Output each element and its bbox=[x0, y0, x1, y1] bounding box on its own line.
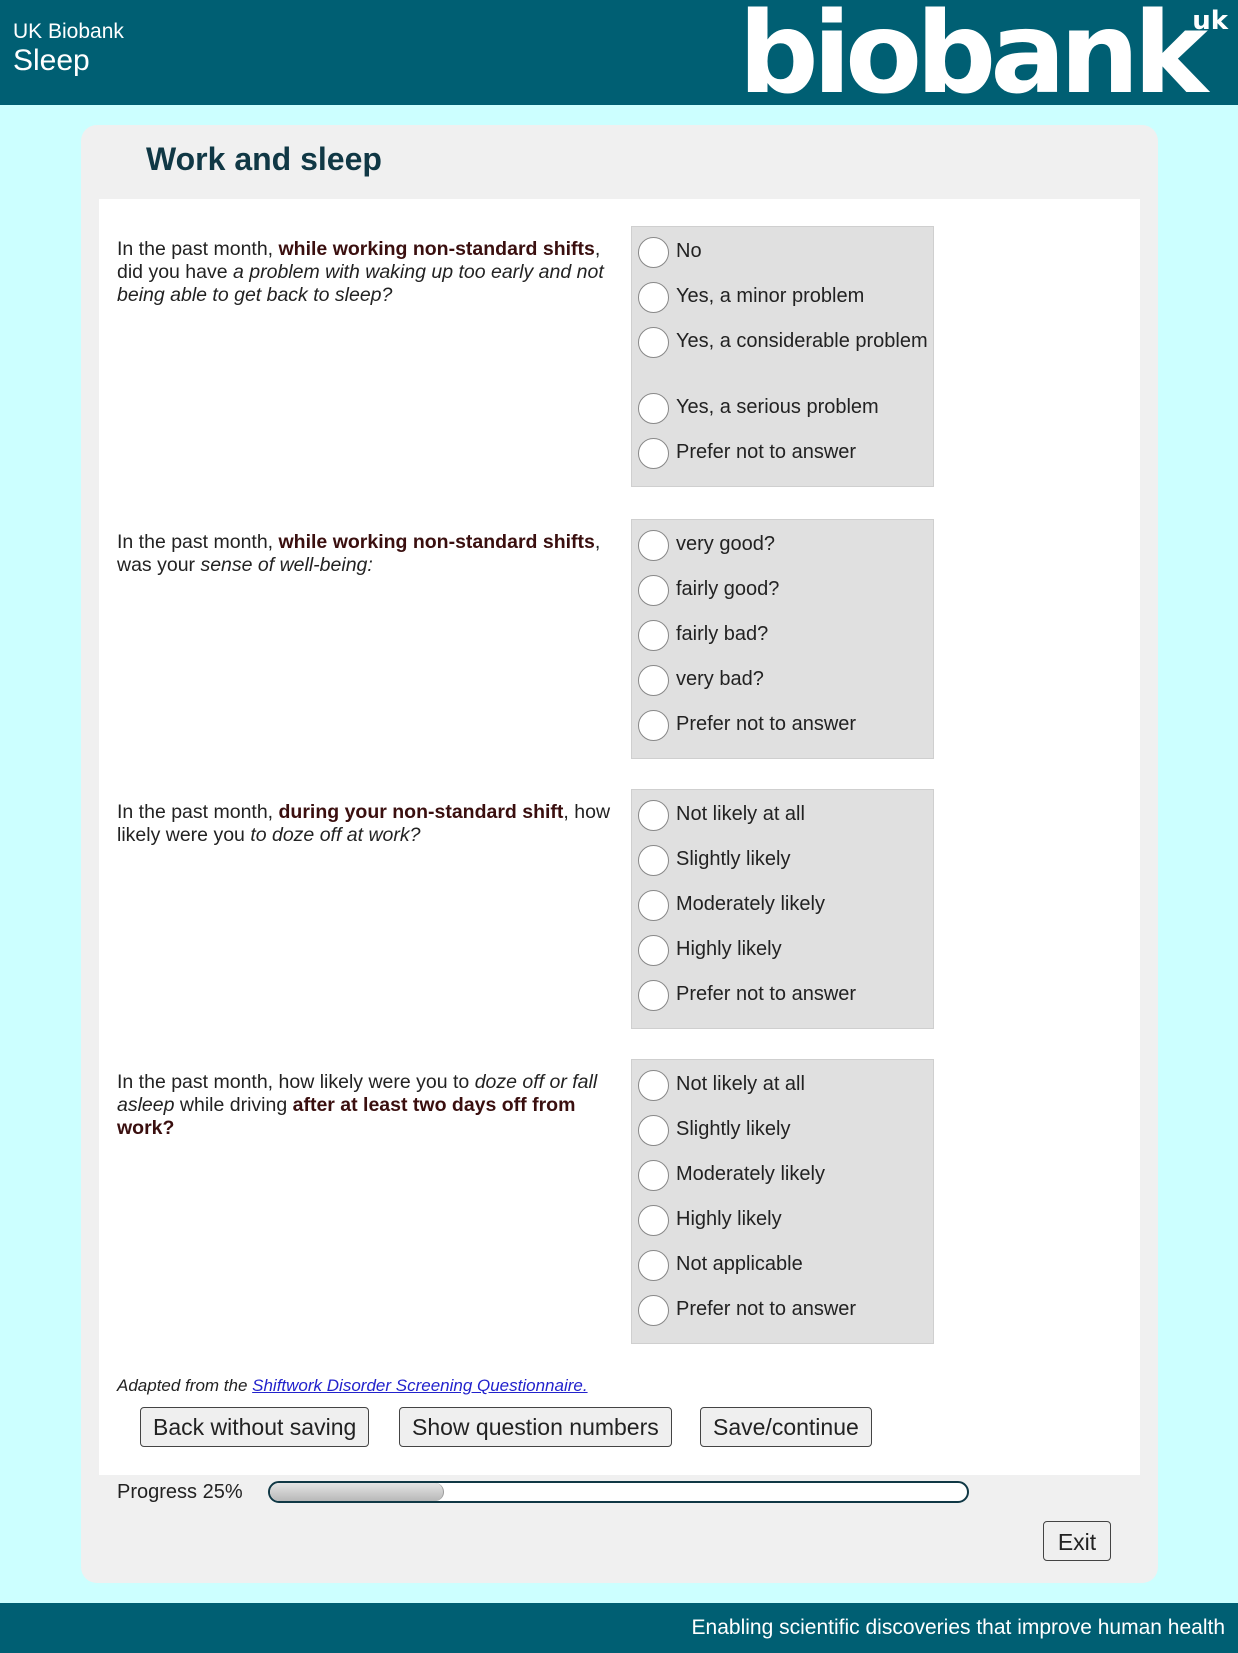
question-text-part: a problem with waking up too early and not being able to get back to sleep? bbox=[117, 261, 604, 306]
biobank-logo: biobank bbox=[738, 0, 1202, 119]
radio-button-icon[interactable] bbox=[638, 1160, 669, 1191]
answer-option[interactable] bbox=[632, 578, 933, 601]
progress-label: Progress 25% bbox=[117, 1481, 243, 1503]
question-text-part: , did you have bbox=[117, 238, 601, 283]
footer-banner bbox=[0, 1603, 1238, 1653]
answer-option-label: Yes, a considerable problem bbox=[676, 330, 928, 352]
answer-option[interactable] bbox=[632, 983, 933, 1006]
back-without-saving-button[interactable]: Back without saving bbox=[140, 1407, 369, 1447]
answer-options bbox=[631, 789, 934, 1029]
question-text-part: In the past month, how likely were you to bbox=[117, 1071, 475, 1093]
footnote-prefix: Adapted from the bbox=[117, 1376, 253, 1395]
footer-tagline: Enabling scientific discoveries that improve human health bbox=[691, 1616, 1225, 1639]
answer-option-label: Moderately likely bbox=[676, 893, 825, 915]
answer-option-label: Not applicable bbox=[676, 1253, 803, 1275]
question-text-part: while driving bbox=[174, 1094, 293, 1116]
question-text bbox=[117, 1071, 617, 1140]
answer-option[interactable] bbox=[632, 803, 933, 826]
answer-option-label: fairly good? bbox=[676, 578, 780, 600]
org-name: UK Biobank bbox=[13, 20, 124, 43]
answer-option-label: Prefer not to answer bbox=[676, 983, 857, 1005]
answer-option[interactable] bbox=[632, 240, 933, 263]
answer-options bbox=[631, 226, 934, 487]
radio-button-icon[interactable] bbox=[638, 800, 669, 831]
answer-option-label: Moderately likely bbox=[676, 1163, 825, 1185]
question-text-part: , was your bbox=[117, 531, 601, 576]
answer-option[interactable] bbox=[632, 1118, 933, 1141]
question-text-part: sense of well-being: bbox=[200, 554, 373, 576]
answer-option[interactable] bbox=[632, 1208, 933, 1231]
answer-option[interactable] bbox=[632, 938, 933, 961]
section-name: Sleep bbox=[13, 44, 90, 77]
answer-option[interactable] bbox=[632, 1298, 933, 1321]
radio-button-icon[interactable] bbox=[638, 1295, 669, 1326]
answer-option[interactable] bbox=[632, 441, 933, 464]
answer-option-label: very bad? bbox=[676, 668, 764, 690]
show-question-numbers-button[interactable]: Show question numbers bbox=[399, 1407, 672, 1447]
save-continue-button[interactable]: Save/continue bbox=[700, 1407, 872, 1447]
answer-option-label: Slightly likely bbox=[676, 848, 791, 870]
progress-bar bbox=[268, 1481, 969, 1503]
answer-option[interactable] bbox=[632, 713, 933, 736]
questionnaire-card bbox=[81, 125, 1158, 1583]
answer-option-label: very good? bbox=[676, 533, 775, 555]
radio-button-icon[interactable] bbox=[638, 237, 669, 268]
answer-option[interactable] bbox=[632, 668, 933, 691]
answer-option[interactable] bbox=[632, 893, 933, 916]
question-text-part: during your non-standard shift bbox=[278, 801, 564, 823]
answer-option-label: fairly bad? bbox=[676, 623, 769, 645]
radio-button-icon[interactable] bbox=[638, 1115, 669, 1146]
exit-button[interactable]: Exit bbox=[1043, 1521, 1111, 1561]
question-text-part: while working non-standard shifts bbox=[278, 238, 595, 260]
source-footnote bbox=[117, 1376, 588, 1396]
question-text bbox=[117, 801, 617, 847]
answer-option-label: Highly likely bbox=[676, 938, 782, 960]
radio-button-icon[interactable] bbox=[638, 845, 669, 876]
radio-button-icon[interactable] bbox=[638, 665, 669, 696]
answer-option-label: Not likely at all bbox=[676, 1073, 805, 1095]
radio-button-icon[interactable] bbox=[638, 1070, 669, 1101]
question-text-part: after at least two days off from work? bbox=[117, 1094, 576, 1139]
radio-button-icon[interactable] bbox=[638, 438, 669, 469]
radio-button-icon[interactable] bbox=[638, 327, 669, 358]
radio-button-icon[interactable] bbox=[638, 575, 669, 606]
answer-option[interactable] bbox=[632, 330, 933, 353]
radio-button-icon[interactable] bbox=[638, 1205, 669, 1236]
progress-bar-fill bbox=[270, 1483, 444, 1501]
answer-option-label: Yes, a minor problem bbox=[676, 285, 865, 307]
answer-options bbox=[631, 1059, 934, 1344]
question-text-part: to doze off at work? bbox=[250, 824, 421, 846]
question-text-part: In the past month, bbox=[117, 801, 279, 823]
answer-option-label: Yes, a serious problem bbox=[676, 396, 879, 418]
question-text-part: In the past month, bbox=[117, 238, 279, 260]
radio-button-icon[interactable] bbox=[638, 393, 669, 424]
radio-button-icon[interactable] bbox=[638, 620, 669, 651]
question-text bbox=[117, 531, 617, 577]
top-banner bbox=[0, 0, 1238, 119]
answer-options bbox=[631, 519, 934, 759]
answer-option[interactable] bbox=[632, 1163, 933, 1186]
answer-option[interactable] bbox=[632, 623, 933, 646]
answer-option[interactable] bbox=[632, 1253, 933, 1276]
question-text bbox=[117, 238, 617, 307]
answer-option-label: Prefer not to answer bbox=[676, 1298, 857, 1320]
answer-option-label: Slightly likely bbox=[676, 1118, 791, 1140]
radio-button-icon[interactable] bbox=[638, 710, 669, 741]
answer-option-label: No bbox=[676, 240, 702, 262]
answer-option[interactable] bbox=[632, 285, 933, 308]
question-text-part: , how likely were you bbox=[117, 801, 611, 846]
radio-button-icon[interactable] bbox=[638, 530, 669, 561]
answer-option[interactable] bbox=[632, 1073, 933, 1096]
answer-option-label: Highly likely bbox=[676, 1208, 782, 1230]
question-text-part: doze off or fall asleep bbox=[117, 1071, 598, 1116]
radio-button-icon[interactable] bbox=[638, 980, 669, 1011]
answer-option[interactable] bbox=[632, 396, 933, 419]
answer-option[interactable] bbox=[632, 533, 933, 556]
radio-button-icon[interactable] bbox=[638, 1250, 669, 1281]
page-title: Work and sleep bbox=[146, 141, 382, 177]
answer-option-label: Not likely at all bbox=[676, 803, 805, 825]
question-text-part: while working non-standard shifts bbox=[278, 531, 595, 553]
biobank-logo-uk: uk bbox=[1192, 6, 1228, 36]
radio-button-icon[interactable] bbox=[638, 935, 669, 966]
radio-button-icon[interactable] bbox=[638, 890, 669, 921]
answer-option-label: Prefer not to answer bbox=[676, 441, 857, 463]
answer-option-label: Prefer not to answer bbox=[676, 713, 857, 735]
question-text-part: In the past month, bbox=[117, 531, 279, 553]
question-panel bbox=[99, 199, 1140, 1475]
questionnaire-source-link[interactable]: Shiftwork Disorder Screening Questionnaire. bbox=[252, 1376, 588, 1395]
radio-button-icon[interactable] bbox=[638, 282, 669, 313]
answer-option[interactable] bbox=[632, 848, 933, 871]
